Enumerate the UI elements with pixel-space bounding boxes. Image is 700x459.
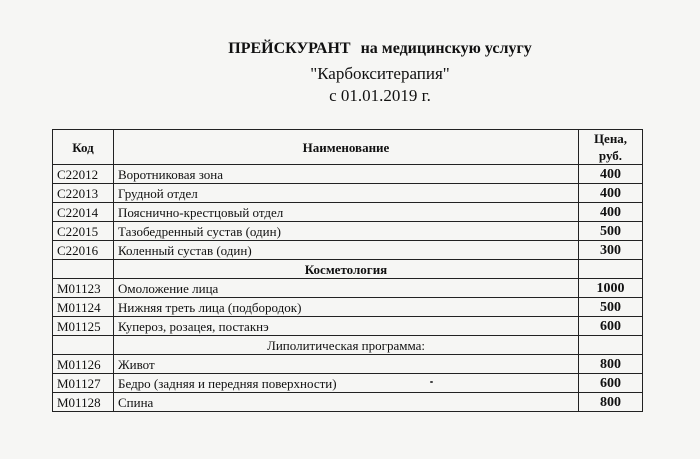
row-code: М01124 bbox=[53, 298, 114, 317]
row-price: 500 bbox=[579, 298, 643, 317]
row-name: Спина bbox=[114, 393, 579, 412]
row-name: Живот bbox=[114, 355, 579, 374]
row-name: Воротниковая зона bbox=[114, 165, 579, 184]
row-code: М01127 bbox=[53, 374, 114, 393]
table-row bbox=[53, 165, 643, 184]
column-header-name: Наименование bbox=[114, 130, 579, 165]
table-row bbox=[53, 203, 643, 222]
row-price: 500 bbox=[579, 222, 643, 241]
table-row bbox=[53, 298, 643, 317]
row-price: 800 bbox=[579, 393, 643, 412]
table-row bbox=[53, 317, 643, 336]
section-row-cosmetology bbox=[53, 260, 643, 279]
row-code: М01123 bbox=[53, 279, 114, 298]
row-name: Пояснично-крестцовый отдел bbox=[114, 203, 579, 222]
row-price: 400 bbox=[579, 184, 643, 203]
effective-date: с 01.01.2019 г. bbox=[329, 86, 431, 105]
table-row bbox=[53, 241, 643, 260]
section-price-cell bbox=[579, 336, 643, 355]
table-row bbox=[53, 279, 643, 298]
row-code: М01125 bbox=[53, 317, 114, 336]
price-header-line2: руб. bbox=[598, 148, 623, 163]
row-price: 400 bbox=[579, 165, 643, 184]
table-row bbox=[53, 184, 643, 203]
section-price-cell bbox=[579, 260, 643, 279]
row-code: М01126 bbox=[53, 355, 114, 374]
row-price: 800 bbox=[579, 355, 643, 374]
row-name: Тазобедренный сустав (один) bbox=[114, 222, 579, 241]
row-name: Омоложение лица bbox=[114, 279, 579, 298]
section-title-cosmetology: Косметология bbox=[114, 260, 579, 279]
row-code: М01128 bbox=[53, 393, 114, 412]
row-name: Коленный сустав (один) bbox=[114, 241, 579, 260]
row-code: С22016 bbox=[53, 241, 114, 260]
row-code: С22015 bbox=[53, 222, 114, 241]
row-name: Купероз, розацея, постакнэ bbox=[114, 317, 579, 336]
table-row bbox=[53, 222, 643, 241]
row-code: С22013 bbox=[53, 184, 114, 203]
scan-speck bbox=[430, 381, 433, 383]
row-name: Бедро (задняя и передняя поверхности) bbox=[114, 374, 579, 393]
table-row bbox=[53, 374, 643, 393]
table-header-row bbox=[53, 130, 643, 165]
service-name: "Карбокситерапия" bbox=[310, 64, 450, 83]
row-code: С22012 bbox=[53, 165, 114, 184]
table-row bbox=[53, 355, 643, 374]
row-price: 600 bbox=[579, 317, 643, 336]
title-bold-word: ПРЕЙСКУРАНТ bbox=[228, 40, 351, 57]
section-title-lipolytic: Липолитическая программа: bbox=[114, 336, 579, 355]
section-code-cell bbox=[53, 336, 114, 355]
price-header-line1: Цена, bbox=[593, 131, 628, 146]
column-header-code: Код bbox=[53, 130, 114, 165]
row-price: 1000 bbox=[579, 279, 643, 298]
row-price: 400 bbox=[579, 203, 643, 222]
title-rest: на медицинскую услугу bbox=[360, 40, 532, 57]
row-price: 300 bbox=[579, 241, 643, 260]
table-row bbox=[53, 393, 643, 412]
document-title bbox=[30, 40, 700, 58]
row-name: Грудной отдел bbox=[114, 184, 579, 203]
row-name: Нижняя треть лица (подбородок) bbox=[114, 298, 579, 317]
section-row-lipolytic bbox=[53, 336, 643, 355]
row-code: С22014 bbox=[53, 203, 114, 222]
column-header-price bbox=[579, 130, 643, 165]
price-table bbox=[52, 129, 643, 412]
row-price: 600 bbox=[579, 374, 643, 393]
section-code-cell bbox=[53, 260, 114, 279]
